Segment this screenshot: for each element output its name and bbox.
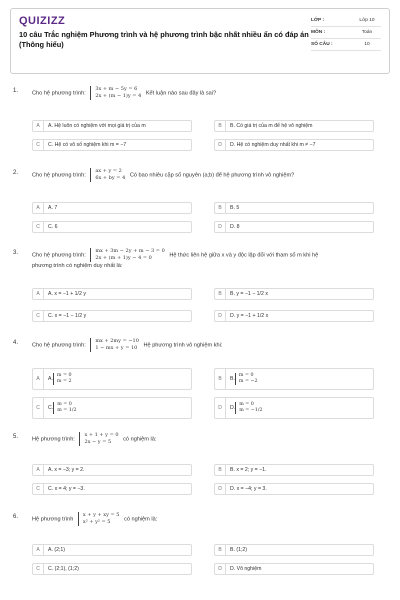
- option-letter: C: [33, 564, 44, 574]
- equation-line: m = 1/2: [57, 408, 77, 413]
- equation-line: x² + y² = 5: [82, 519, 111, 525]
- question-suffix: Hệ thức liên hệ giữa x và y độc lập đối với tham số m khi hệ: [169, 252, 319, 259]
- question-number: 1.: [13, 88, 19, 94]
- equation-line: 2x + (m + 1)y − 4 = 0: [95, 255, 152, 261]
- equation-line: 6x + by = 4: [95, 175, 126, 181]
- option-c[interactable]: [32, 397, 192, 419]
- equation-line: m = 0: [57, 402, 72, 407]
- option-letter: D: [215, 564, 226, 574]
- option-letter: D: [215, 484, 226, 494]
- meta-subject-row: [311, 27, 381, 39]
- option-letter: A: [33, 203, 44, 213]
- question-prefix: Hệ phương trình: [32, 516, 74, 523]
- option-text: B. (1;2): [230, 547, 248, 553]
- question-prefix: Hệ phương trình:: [32, 436, 75, 443]
- meta-label: LỚP :: [311, 18, 325, 23]
- option-equation-system: [235, 402, 262, 414]
- equation-system: [78, 512, 120, 526]
- option-text: A. x = −1 + 1/2 y: [48, 291, 86, 297]
- option-letter: D: [215, 222, 226, 232]
- equation-line: 2x − y = 5: [84, 439, 112, 445]
- option-d[interactable]: [214, 483, 374, 495]
- option-text: A.: [48, 376, 53, 382]
- option-d[interactable]: [214, 563, 374, 575]
- option-a[interactable]: [32, 544, 192, 556]
- option-text: A. 7: [48, 205, 58, 211]
- option-letter: C: [33, 140, 44, 150]
- question-suffix: Có bao nhiêu cặp số nguyên (a;b) để hệ phương trình vô nghiệm?: [129, 172, 295, 179]
- option-text: D. 8: [230, 224, 240, 230]
- option-b[interactable]: [214, 120, 374, 132]
- equation-line: m = 0: [239, 402, 254, 407]
- option-equation-system: [235, 373, 258, 385]
- quizizz-logo: QUIZIZZ: [19, 15, 66, 27]
- option-text: C. x = −1 − 1/2 y: [48, 313, 87, 319]
- question-suffix: Kết luận nào sau đây là sai?: [145, 90, 217, 97]
- equation-line: x + y + xy = 5: [82, 512, 120, 518]
- option-text: B. y = −1 − 1/2 x: [230, 291, 268, 297]
- question-prefix: Cho hệ phương trình:: [32, 252, 86, 259]
- equation-line: m = −1/2: [239, 408, 263, 413]
- option-text: B. 5: [230, 205, 240, 211]
- meta-value: 10: [364, 42, 370, 47]
- option-letter: D: [215, 140, 226, 150]
- equation-line: 3x + m − 5y = 6: [95, 86, 138, 92]
- option-a[interactable]: [32, 368, 192, 390]
- option-text: A. Hệ luôn có nghiệm với mọi giá trị của m: [48, 123, 146, 129]
- question-suffix: có nghiệm là:: [123, 436, 157, 443]
- question-text: [32, 432, 156, 446]
- equation-line: 2x + (m − 1)y = 4: [95, 93, 142, 99]
- meta-value: Lớp 10: [359, 18, 375, 23]
- equation-line: m = 0: [238, 373, 254, 378]
- worksheet-title: 10 câu Trắc nghiệm Phương trình và hệ phương trình bậc nhất nhiều ẩn có đáp án (Thông hiểu): [19, 30, 309, 49]
- option-text: B.: [230, 376, 235, 382]
- option-text: D.: [230, 405, 236, 411]
- question-text: [32, 248, 318, 270]
- worksheet-meta: [311, 15, 381, 51]
- equation-line: m = 0: [56, 373, 72, 378]
- question-text: [32, 512, 157, 526]
- question-number: 6.: [13, 514, 19, 520]
- question-text: [32, 338, 222, 352]
- option-letter: A: [33, 369, 44, 389]
- meta-label: SỐ CÂU :: [311, 42, 333, 47]
- equation-line: x + 1 + y = 0: [84, 432, 119, 438]
- option-d[interactable]: [214, 397, 374, 419]
- equation-line: ax + y = 2: [95, 168, 122, 174]
- option-b[interactable]: [214, 368, 374, 390]
- option-text: C. 6: [48, 224, 58, 230]
- option-letter: B: [215, 369, 226, 389]
- option-c[interactable]: [32, 221, 192, 233]
- option-b[interactable]: [214, 202, 374, 214]
- option-letter: B: [215, 203, 226, 213]
- option-letter: C: [33, 398, 44, 418]
- option-text: D. Hệ có nghiệm duy nhất khi m ≠ −7: [230, 142, 316, 148]
- question-suffix-line-2: phương trình có nghiệm duy nhất là:: [32, 263, 123, 269]
- option-text: C. (2;1), (1;2): [48, 566, 79, 572]
- option-d[interactable]: [214, 221, 374, 233]
- question-number: 2.: [13, 170, 19, 176]
- equation-line: m = −2: [238, 379, 258, 384]
- option-letter: C: [33, 311, 44, 321]
- option-letter: C: [33, 222, 44, 232]
- equation-system: [79, 432, 118, 446]
- option-text: C. x = 4; y = −3.: [48, 486, 85, 492]
- question-prefix: Cho hệ phương trình:: [32, 172, 86, 179]
- option-a[interactable]: [32, 464, 192, 476]
- option-c[interactable]: [32, 483, 192, 495]
- option-letter: B: [215, 121, 226, 131]
- option-letter: A: [33, 545, 44, 555]
- option-letter: A: [33, 465, 44, 475]
- option-text: C.: [48, 405, 54, 411]
- option-text: B. x = 2; y = −1.: [230, 467, 267, 473]
- option-letter: D: [215, 311, 226, 321]
- option-equation-system: [53, 373, 72, 385]
- question-suffix: có nghiệm là:: [124, 516, 158, 523]
- option-text: C. Hệ có vô số nghiệm khi m = −7: [48, 142, 127, 148]
- equation-system: [90, 86, 141, 100]
- equation-line: mx + 3m − 2y + m − 3 = 0: [95, 248, 165, 254]
- meta-class-row: [311, 15, 381, 27]
- equation-line: m = 2: [56, 379, 72, 384]
- option-a[interactable]: [32, 120, 192, 132]
- option-letter: A: [33, 289, 44, 299]
- question-prefix: Cho hệ phương trình:: [32, 342, 86, 349]
- meta-count-row: [311, 39, 381, 51]
- equation-system: [90, 168, 125, 182]
- option-letter: C: [33, 484, 44, 494]
- option-letter: D: [215, 398, 226, 418]
- equation-system: [90, 248, 164, 262]
- option-letter: B: [215, 289, 226, 299]
- equation-line: 1 − mx + y = 10: [95, 345, 138, 351]
- option-text: B. Có giá trị của m để hệ vô nghiệm: [230, 123, 313, 129]
- equation-system: [90, 338, 139, 352]
- option-text: D. Vô nghiệm: [230, 566, 262, 572]
- question-number: 3.: [13, 250, 19, 256]
- option-letter: B: [215, 545, 226, 555]
- option-equation-system: [53, 402, 76, 414]
- worksheet-header: [10, 8, 390, 74]
- meta-value: Toán: [361, 30, 373, 35]
- option-a[interactable]: [32, 202, 192, 214]
- option-text: D. x = −4; y = 3.: [230, 486, 267, 492]
- option-a[interactable]: [32, 288, 192, 300]
- question-suffix: Hệ phương trình vô nghiệm khi:: [143, 342, 223, 349]
- question-number: 4.: [13, 340, 19, 346]
- option-text: A. (2;1): [48, 547, 66, 553]
- option-letter: A: [33, 121, 44, 131]
- option-c[interactable]: [32, 310, 192, 322]
- option-b[interactable]: [214, 288, 374, 300]
- option-b[interactable]: [214, 544, 374, 556]
- question-text: [32, 168, 294, 182]
- equation-line: mx + 2my = −10: [95, 338, 139, 344]
- option-b[interactable]: [214, 464, 374, 476]
- option-d[interactable]: [214, 310, 374, 322]
- question-prefix: Cho hệ phương trình:: [32, 90, 86, 97]
- question-number: 5.: [13, 434, 19, 440]
- option-letter: B: [215, 465, 226, 475]
- option-d[interactable]: [214, 139, 374, 151]
- option-text: A. x = −3; y = 2.: [48, 467, 85, 473]
- meta-label: MÔN :: [311, 30, 326, 35]
- question-text: [32, 86, 216, 100]
- option-c[interactable]: [32, 563, 192, 575]
- option-text: D. y = −1 + 1/2 x: [230, 313, 269, 319]
- option-c[interactable]: [32, 139, 192, 151]
